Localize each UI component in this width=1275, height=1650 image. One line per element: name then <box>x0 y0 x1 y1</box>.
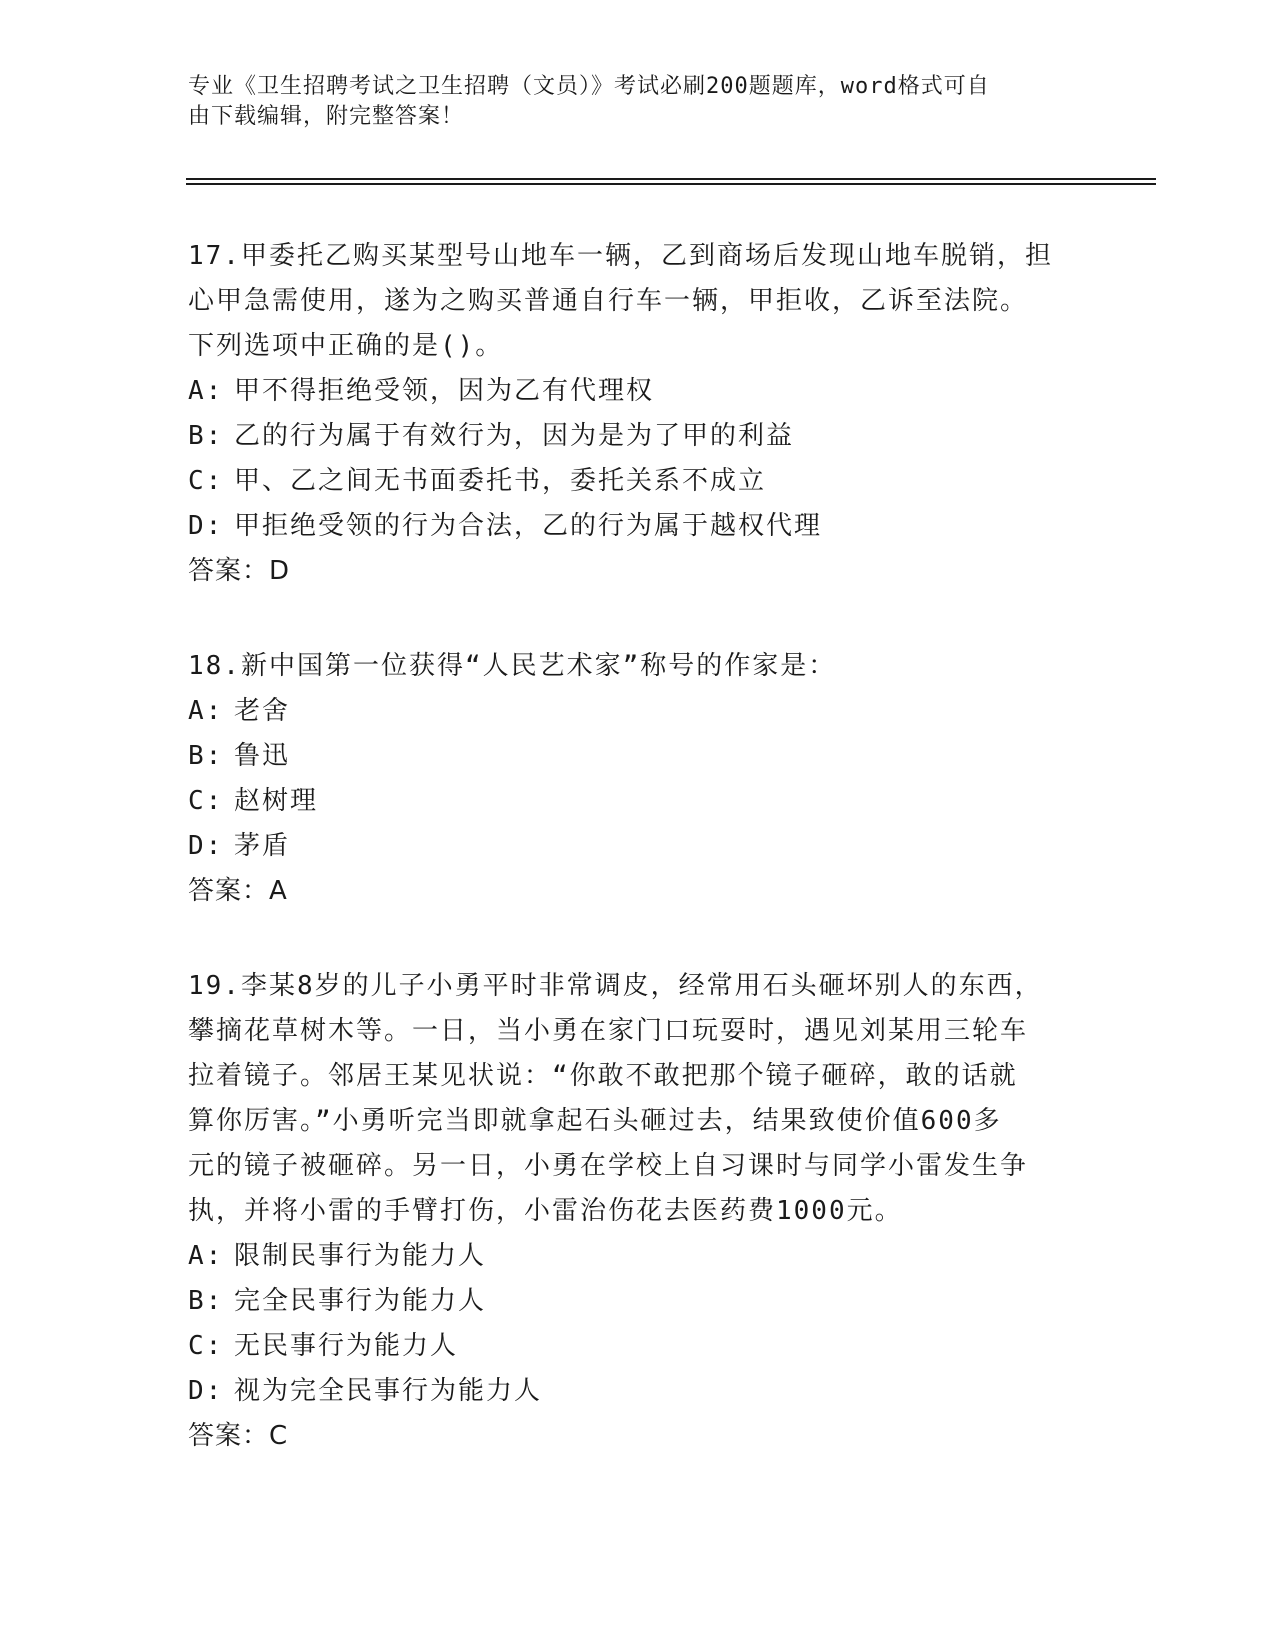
option-text: 茅盾 <box>234 831 291 861</box>
question-text-line: 拉着镜子。邻居王某见状说：“你敢不敢把那个镜子砸碎，敢的话就 <box>188 1061 1018 1091</box>
option-d <box>188 824 1088 869</box>
option-letter: A: <box>188 376 224 406</box>
option-letter: D: <box>188 511 224 541</box>
option-text: 无民事行为能力人 <box>234 1331 459 1361</box>
option-text: 限制民事行为能力人 <box>234 1241 487 1271</box>
option-text: 完全民事行为能力人 <box>234 1286 487 1316</box>
option-text: 赵树理 <box>234 786 319 816</box>
option-letter: A: <box>188 696 224 726</box>
option-letter: C: <box>188 1331 224 1361</box>
header-line-2: 由下载编辑，附完整答案！ <box>188 104 465 129</box>
option-c <box>188 779 1088 824</box>
option-b <box>188 734 1088 779</box>
option-text: 甲不得拒绝受领，因为乙有代理权 <box>234 376 655 406</box>
option-text: 视为完全民事行为能力人 <box>234 1376 543 1406</box>
question-text-line: 下列选项中正确的是()。 <box>188 331 504 361</box>
option-c <box>188 1324 1088 1369</box>
option-letter: B: <box>188 1286 224 1316</box>
option-letter: B: <box>188 741 224 771</box>
question-text-line: 算你厉害。”小勇听完当即就拿起石头砸过去，结果致使价值600多 <box>188 1106 1002 1136</box>
question-19 <box>188 964 1088 1459</box>
question-18 <box>188 644 1088 914</box>
header-line-1: 专业《卫生招聘考试之卫生招聘（文员）》考试必刷200题题库，word格式可自 <box>188 74 990 99</box>
question-text-line: 攀摘花草树木等。一日，当小勇在家门口玩耍时，遇见刘某用三轮车 <box>188 1016 1029 1046</box>
option-b <box>188 1279 1088 1324</box>
option-d <box>188 1369 1088 1414</box>
header-divider-top <box>186 178 1156 180</box>
option-text: 甲、乙之间无书面委托书，委托关系不成立 <box>234 466 767 496</box>
option-letter: C: <box>188 466 224 496</box>
answer-label: 答案：C <box>188 1421 289 1451</box>
option-letter: D: <box>188 831 224 861</box>
option-d <box>188 504 1088 549</box>
option-letter: A: <box>188 1241 224 1271</box>
question-17 <box>188 234 1088 594</box>
option-letter: C: <box>188 786 224 816</box>
question-text-line: 元的镜子被砸碎。另一日，小勇在学校上自习课时与同学小雷发生争 <box>188 1151 1029 1181</box>
document-header <box>188 72 1088 132</box>
option-a <box>188 689 1088 734</box>
option-text: 甲拒绝受领的行为合法，乙的行为属于越权代理 <box>234 511 823 541</box>
option-b <box>188 414 1088 459</box>
question-text-line: 18.新中国第一位获得“人民艺术家”称号的作家是： <box>188 651 837 681</box>
option-a <box>188 369 1088 414</box>
header-divider-bottom <box>186 183 1156 185</box>
option-text: 乙的行为属于有效行为，因为是为了甲的利益 <box>234 421 795 451</box>
option-letter: B: <box>188 421 224 451</box>
option-text: 鲁迅 <box>234 741 291 771</box>
option-c <box>188 459 1088 504</box>
question-text-line: 执，并将小雷的手臂打伤，小雷治伤花去医药费1000元。 <box>188 1196 903 1226</box>
question-text-line: 17.甲委托乙购买某型号山地车一辆，乙到商场后发现山地车脱销，担 <box>188 241 1053 271</box>
question-text-line: 心甲急需使用，遂为之购买普通自行车一辆，甲拒收，乙诉至法院。 <box>188 286 1029 316</box>
question-text-line: 19.李某8岁的儿子小勇平时非常调皮，经常用石头砸坏别人的东西， <box>188 971 1043 1001</box>
answer-label: 答案：A <box>188 876 288 906</box>
option-text: 老舍 <box>234 696 291 726</box>
option-letter: D: <box>188 1376 224 1406</box>
option-a <box>188 1234 1088 1279</box>
answer-label: 答案：D <box>188 556 291 586</box>
